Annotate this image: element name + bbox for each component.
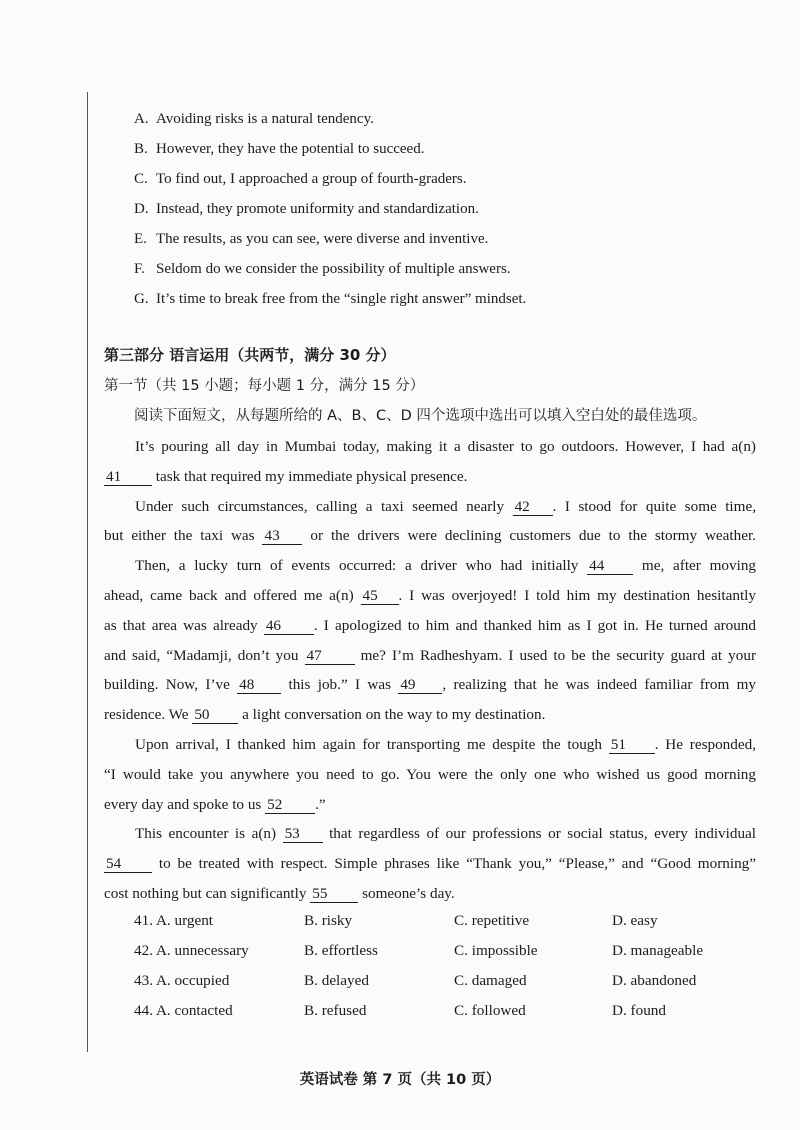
choice-a[interactable]: 42. A. unnecessary: [134, 942, 249, 959]
blank-53[interactable]: 53: [283, 826, 323, 843]
choice-c[interactable]: C. impossible: [454, 942, 538, 959]
section-subtitle: 第一节（共 15 小题；每小题 1 分，满分 15 分）: [104, 378, 425, 394]
option-item: B. However, they have the potential to succeed.: [134, 141, 425, 157]
blank-48[interactable]: 48: [237, 677, 281, 694]
passage-line: cost nothing but can significantly 55 someone’s day.: [104, 884, 455, 902]
option-item: F. Seldom do we consider the possibility of multiple answers.: [134, 261, 511, 277]
blank-46[interactable]: 46: [264, 618, 314, 635]
passage-line: This encounter is a(n) 53 that regardless of our professions or social status, every individual: [135, 825, 756, 843]
blank-45[interactable]: 45: [361, 588, 399, 605]
option-item: E. The results, as you can see, were diverse and inventive.: [134, 231, 489, 247]
blank-47[interactable]: 47: [305, 648, 355, 665]
passage-line: but either the taxi was 43 or the drivers were declining customers due to the stormy weather.: [104, 527, 756, 545]
choice-d[interactable]: D. easy: [612, 912, 658, 929]
passage-line: residence. We 50 a light conversation on the way to my destination.: [104, 706, 546, 724]
option-item: C. To find out, I approached a group of fourth-graders.: [134, 171, 467, 187]
passage-line: building. Now, I’ve 48 this job.” I was 49 , realizing that he was indeed familiar from my: [104, 676, 756, 694]
passage-line: Upon arrival, I thanked him again for transporting me despite the tough 51 . He responded,: [135, 735, 756, 753]
passage-line: as that area was already 46 . I apologized to him and thanked him as I got in. He turned around: [104, 616, 756, 634]
blank-49[interactable]: 49: [398, 677, 442, 694]
question-row: [134, 936, 734, 966]
blank-44[interactable]: 44: [587, 558, 633, 575]
blank-43[interactable]: 43: [262, 528, 302, 545]
question-row: [134, 906, 734, 936]
blank-54[interactable]: 54: [104, 856, 152, 873]
answer-choices: [134, 906, 734, 1026]
passage-line: ahead, came back and offered me a(n) 45 . I was overjoyed! I told him my destination hesitantly: [104, 586, 756, 604]
choice-b[interactable]: B. effortless: [304, 942, 378, 959]
choice-c[interactable]: C. repetitive: [454, 912, 530, 929]
blank-55[interactable]: 55: [310, 886, 358, 903]
passage-line: It’s pouring all day in Mumbai today, making it a disaster to go outdoors. However, I had a(n): [135, 438, 756, 455]
page-footer: 英语试卷 第 7 页（共 10 页）: [299, 1072, 501, 1088]
choice-b[interactable]: B. refused: [304, 1002, 367, 1019]
binding-margin-line: [87, 92, 88, 1052]
choice-b[interactable]: B. risky: [304, 912, 353, 929]
passage-line: and said, “Madamji, don’t you 47 me? I’m Radheshyam. I used to be the security guard at your: [104, 646, 757, 664]
choice-a[interactable]: 44. A. contacted: [134, 1002, 233, 1019]
choice-d[interactable]: D. abandoned: [612, 972, 697, 989]
choice-d[interactable]: D. manageable: [612, 942, 704, 959]
section-title: 第三部分 语言运用（共两节，满分 30 分）: [104, 346, 396, 364]
question-row: [134, 996, 734, 1026]
option-item: G. It’s time to break free from the “single right answer” mindset.: [134, 291, 527, 307]
option-item: A. Avoiding risks is a natural tendency.: [134, 111, 374, 127]
blank-52[interactable]: 52: [265, 797, 315, 814]
passage-line: Then, a lucky turn of events occurred: a driver who had initially 44 me, after moving: [135, 557, 757, 575]
blank-41[interactable]: 41: [104, 469, 152, 486]
choice-d[interactable]: D. found: [612, 1002, 666, 1019]
question-row: [134, 966, 734, 996]
passage-line: Under such circumstances, calling a taxi seemed nearly 42 . I stood for quite some time,: [135, 497, 756, 515]
choice-a[interactable]: 41. A. urgent: [134, 912, 214, 929]
passage-line: 41 task that required my immediate physical presence.: [106, 467, 468, 485]
passage-line: 54 to be treated with respect. Simple phrases like “Thank you,” “Please,” and “Good morning”: [106, 855, 756, 873]
option-list: [134, 104, 526, 314]
choice-c[interactable]: C. followed: [454, 1002, 526, 1019]
choice-c[interactable]: C. damaged: [454, 972, 527, 989]
blank-51[interactable]: 51: [609, 737, 655, 754]
choice-a[interactable]: 43. A. occupied: [134, 972, 230, 989]
section-instruction: 阅读下面短文，从每题所给的 A、B、C、D 四个选项中选出可以填入空白处的最佳选项。: [134, 408, 707, 424]
choice-b[interactable]: B. delayed: [304, 972, 369, 989]
blank-42[interactable]: 42: [513, 499, 553, 516]
blank-50[interactable]: 50: [192, 707, 238, 724]
cloze-passage: [104, 432, 756, 909]
passage-line: “I would take you anywhere you need to go. You were the only one who wished us good morning: [104, 765, 756, 783]
passage-line: every day and spoke to us 52 .”: [104, 795, 326, 813]
option-item: D. Instead, they promote uniformity and standardization.: [134, 201, 479, 217]
